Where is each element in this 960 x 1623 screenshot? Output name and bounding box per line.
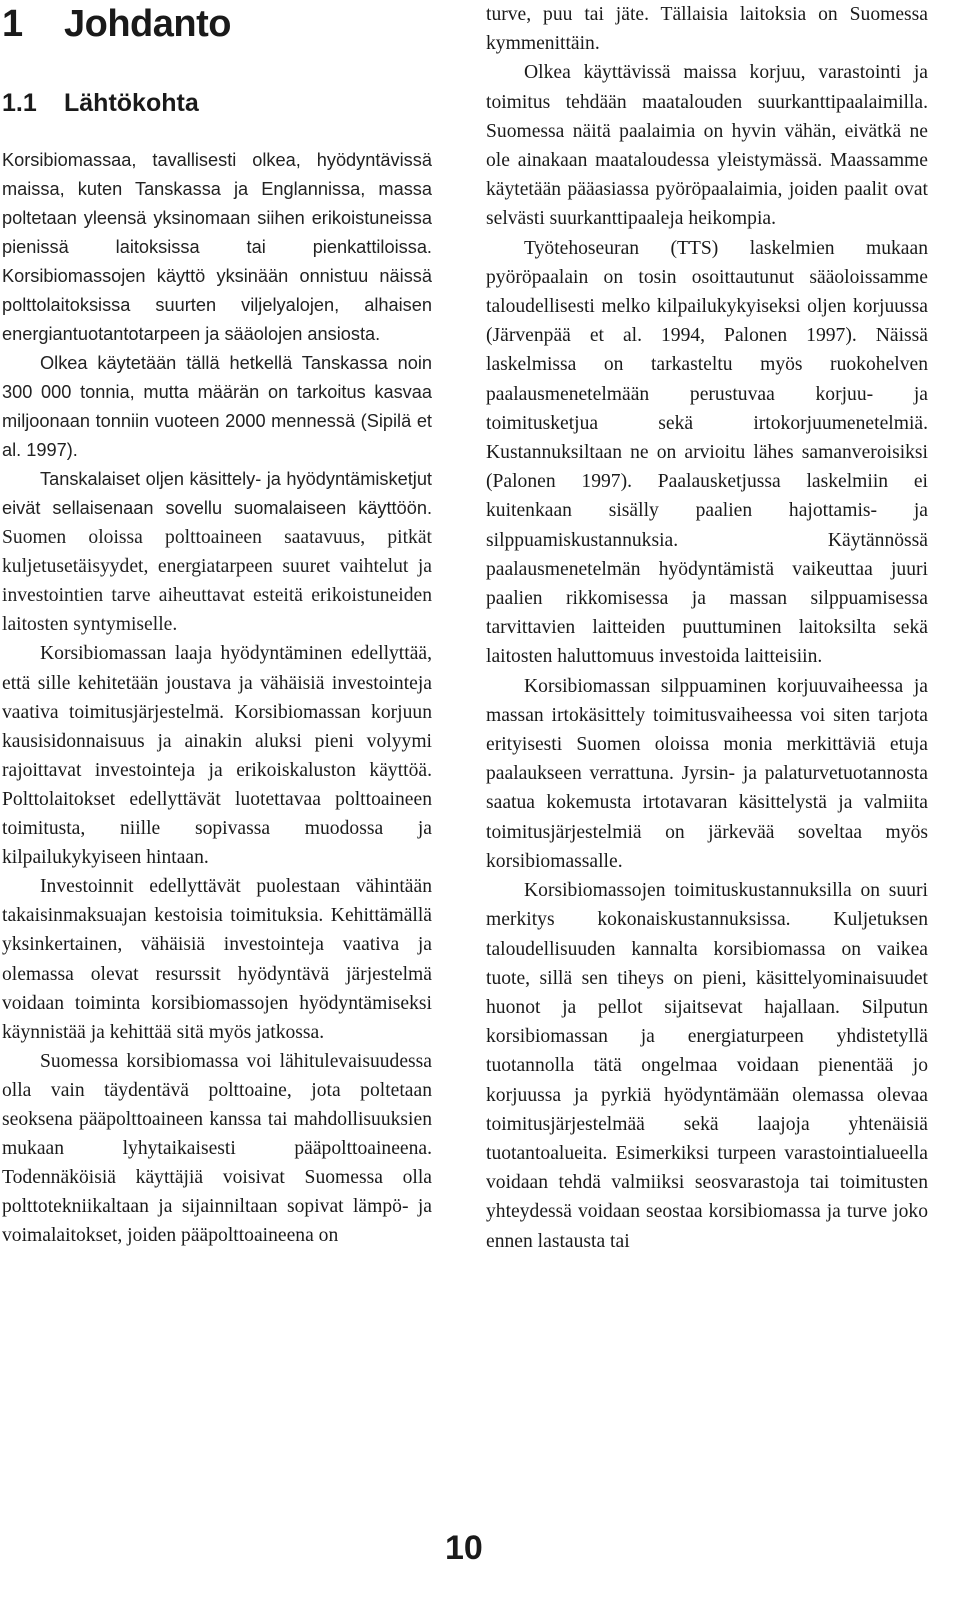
right-column [486, 0, 928, 1256]
left-column [2, 0, 432, 1250]
chapter-heading [2, 0, 432, 48]
chapter-title: Johdanto [64, 3, 231, 45]
paragraph-denmark-straw: Olkea käytetään tällä hetkellä Tanskassa noin 300 000 tonnia, mutta määrän on tarkoitus kasvaa miljoonaan tonniin vuoteen 2000 mennessä (Sipilä et al. 1997). [2, 353, 432, 460]
section-title: Lähtökohta [64, 89, 199, 117]
page-number: 10 [445, 1529, 483, 1567]
paragraph-delivery-costs: Korsibiomassojen toimituskustannuksilla on suuri merkitys kokonaiskustannuksissa. Kuljetuksen taloudellisuuden kannalta korsibiomassa on vaikea tuote, sillä sen tiheys on pieni, käsittelyominaisuudet huonot ja pellot sijaitsevat hajallaan. Silputun korsibiomassan ja energiaturpeen yhdistetyllä tuotannolla tätä ongelmaa voidaan pienentää jo korjuussa ja pyrkiä hyödyntämään olemassa olevaa toimitusjärjestelmää sekä laajoja yhtenäisiä tuotantoalueita. Esimerkiksi turpeen varastointialueella voidaan tehdä valmiiksi seosvarastoja tai toimitusten yhteydessä voidaan seostaa korsibiomassa ja turve joko ennen lastausta tai [486, 880, 928, 1252]
paragraph-danish-chains-serif: Suomen oloissa polttoaineen saatavuus, pitkät kuljetusetäisyydet, energiatarpeen suuret vaihtelut ja investointien tarve aiheuttavat esteitä erikoistuneiden laitosten syntymiselle. [2, 527, 432, 636]
paragraph-wide-use: Korsibiomassan laaja hyödyntäminen edellyttää, että sille kehitetään joustava ja vähäisiä investointeja vaativa toimitusjärjestelmä. Korsibiomassan korjuun kausisidonnaisuus ja ainakin aluksi pieni volyymi rajoittavat investointeja ja erikoiskaluston käyttöä. Polttolaitokset edellyttävät luotettavaa polttoaineen toimitusta, niille sopivassa muodossa ja kilpailukykyiseen hintaan. [2, 643, 432, 869]
paragraph-tts-calculations: Työtehoseuran (TTS) laskelmien mukaan pyöröpaalain on tosin osoittautunut sääoloissamme taloudellisesti melko kilpailukykyiseksi oljen korjuussa (Järvenpää et al. 1994, Palonen 1997). Näissä laskelmissa on tarkasteltu myös ruokohelven paalausmenetelmään perustuvaa korjuu- ja toimitusketjua sekä irtokorjuumenetelmiä. Kustannuksiltaan ne on arvioitu lähes samanveroisiksi (Palonen 1997). Paalausketjussa laskelmiin ei kuitenkaan sisälly paalien hajottamis- ja silppuamiskustannuksia. Käytännössä paalausmenetelmän hyödyntämistä vaikeuttaa juuri paalien rikkomisessa ja massan silppuamisessa tarvittavien laitteiden puuttuminen laitoksilta sekä laitosten haluttomuus investoida laitteisiin. [486, 237, 928, 668]
paragraph-harvest: Olkea käyttävissä maissa korjuu, varastointi ja toimitus tehdään maatalouden suurkanttipaalaimilla. Suomessa näitä paalaimia on hyvin vähän, eivätkä ne ole ainakaan maataloudessa yleistymässä. Maassamme käytetään pääasiassa pyöröpaalaimia, joiden paalit ovat selvästi suurkanttipaaleja heikompia. [486, 62, 928, 230]
paragraph-chopping: Korsibiomassan silppuaminen korjuuvaiheessa ja massan irtokäsittely toimitusvaiheessa voi siten tarjota erityisesti Suomen oloissa monia merkittäviä etuja paalaukseen verrattuna. Jyrsin- ja palaturvetuotannosta saatua kokemusta irtotavaran käsittelystä ja valmiita toimitusjärjestelmiä on järkevää soveltaa myös korsibiomassalle. [486, 675, 928, 872]
chapter-number: 1 [2, 3, 23, 45]
paragraph-intro: Korsibiomassaa, tavallisesti olkea, hyödyntävissä maissa, kuten Tanskassa ja Englannissa, massa poltetaan yleensä yksinomaan siihen erikoistuneissa pienissä laitoksissa tai pienkattiloissa. Korsibiomassojen käyttö yksinään onnistuu näissä polttolaitoksissa suurten viljelyalojen, alhaisen energiantuotantotarpeen ja sääolojen ansiosta. [2, 150, 432, 344]
paragraph-investments: Investoinnit edellyttävät puolestaan vähintään takaisinmaksuajan kestoisia toimituksia. Kehittämällä yksinkertainen, vähäisiä investointeja vaativa ja olemassa olevat resurssit hyödyntävä järjestelmä voidaan toiminta korsibiomassojen hyödyntämiseksi käynnistää ja kehittää sitä myös jatkossa. [2, 876, 432, 1043]
section-heading [2, 88, 432, 118]
paragraph-danish-chains-sans: Tanskalaiset oljen käsittely- ja hyödyntämisketjut eivät sellaisenaan sovellu suomalaiseen käyttöön. [2, 469, 432, 518]
paragraph-finland-future: Suomessa korsibiomassa voi lähitulevaisuudessa olla vain täydentävä polttoaine, jota poltetaan seoksena pääpolttoaineen kanssa tai mahdollisuuksien mukaan lyhytaikaisesti pääpolttoaineena. Todennäköisiä käyttäjiä voisivat Suomessa olla polttotekniikaltaan ja sijainniltaan sopivat lämpö- ja voimalaitokset, joiden pääpolttoaineena on [2, 1050, 432, 1247]
section-number: 1.1 [2, 89, 37, 117]
paragraph-danish-chains [2, 465, 432, 639]
paragraph-continued: turve, puu tai jäte. Tällaisia laitoksia on Suomessa kymmenittäin. [486, 4, 928, 55]
